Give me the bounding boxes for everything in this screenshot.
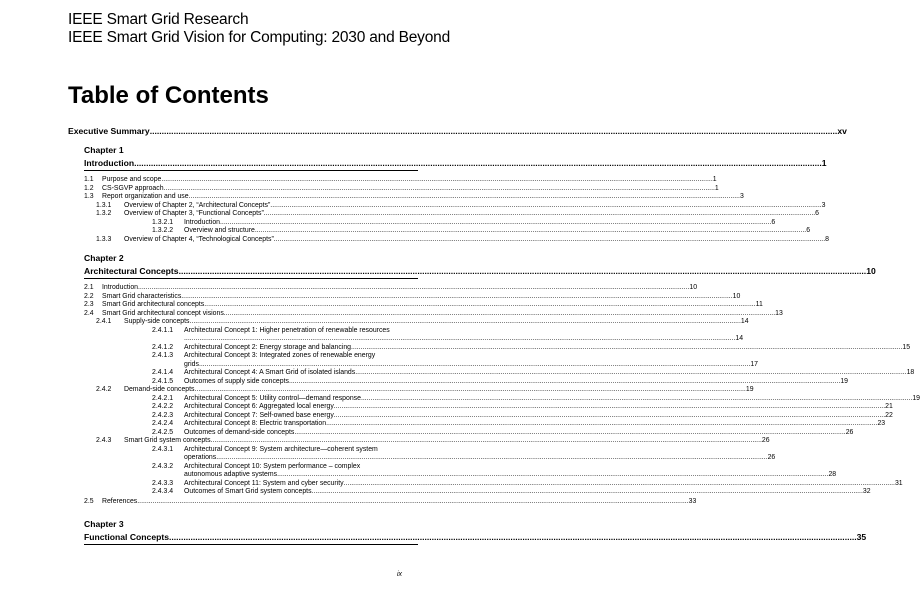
page-number: ix bbox=[397, 571, 403, 578]
chapter-label: Chapter 3 bbox=[84, 519, 124, 529]
dot-leader bbox=[161, 176, 712, 185]
toc-entry[interactable]: 1.3.2.2 Overview and structure ..... 6 bbox=[84, 227, 418, 236]
toc-entry[interactable]: 2.4 Smart Grid architectural concept visions ..... 13 bbox=[84, 310, 418, 319]
toc-entry[interactable]: 2.4.3.2 Architectural Concept 10: System performance – complex autonomous adaptive systems ..... 28 bbox=[84, 463, 418, 480]
chapter-2-block bbox=[84, 253, 920, 506]
dot-leader bbox=[312, 488, 863, 497]
toc-entry-chapter-1[interactable] bbox=[84, 158, 827, 169]
dot-leader bbox=[274, 236, 825, 245]
toc-entry[interactable]: 1.3.3 Overview of Chapter 4, “Technological Concepts” ..... 8 bbox=[84, 236, 418, 245]
toc-entry[interactable]: 2.4.3.1 Architectural Concept 9: System architecture—coherent system operations ..... 26 bbox=[84, 446, 418, 463]
toc-entry[interactable]: 2.4.1.5 Outcomes of supply side concepts ..... 19 bbox=[84, 378, 418, 387]
dot-leader bbox=[334, 412, 885, 421]
toc-entry[interactable]: 2.4.3 Smart Grid system concepts ..... 26 bbox=[84, 437, 418, 446]
toc-entry-executive-summary[interactable] bbox=[68, 126, 847, 137]
toc-entry-label: Architectural Concepts bbox=[84, 266, 179, 276]
chapter-3-block bbox=[84, 519, 867, 545]
dot-leader bbox=[199, 361, 750, 370]
toc-entry[interactable]: 2.4.1 Supply-side concepts ..... 14 bbox=[84, 318, 418, 327]
header-line-2: IEEE Smart Grid Vision for Computing: 2030 and Beyond bbox=[68, 29, 450, 46]
toc-entry[interactable]: 2.4.1.3 Architectural Concept 3: Integrated zones of renewable energy grids ..... 17 bbox=[84, 352, 418, 369]
toc-entry[interactable]: 2.2 Smart Grid characteristics ..... 10 bbox=[84, 293, 418, 302]
toc-entry[interactable]: 2.3 Smart Grid architectural concepts ..... 11 bbox=[84, 301, 418, 310]
dot-leader bbox=[351, 344, 902, 353]
dot-leader bbox=[184, 335, 735, 344]
dot-leader bbox=[194, 386, 745, 395]
dot-leader bbox=[334, 403, 885, 412]
divider bbox=[84, 544, 418, 545]
dot-leader bbox=[220, 219, 771, 228]
toc-entry[interactable]: 2.4.1.4 Architectural Concept 4: A Smart Grid of isolated islands ..... 18 bbox=[84, 369, 418, 378]
toc-entry-chapter-2[interactable] bbox=[84, 266, 876, 277]
dot-leader bbox=[179, 266, 867, 277]
toc-entry[interactable]: 1.1 Purpose and scope ..... 1 bbox=[84, 176, 418, 185]
dot-leader bbox=[344, 480, 895, 489]
toc-entry-label: Introduction bbox=[84, 158, 135, 168]
chapter-label: Chapter 1 bbox=[84, 145, 124, 155]
toc-entry-page: 35 bbox=[856, 532, 867, 542]
dot-leader bbox=[326, 420, 877, 429]
toc-entry[interactable]: 2.4.3.4 Outcomes of Smart Grid system concepts ..... 32 bbox=[84, 488, 418, 497]
toc-entry[interactable]: 1.3 Report organization and use ..... 3 bbox=[84, 193, 418, 202]
toc-entry-page: xv bbox=[837, 126, 847, 136]
dot-leader bbox=[277, 471, 828, 480]
toc-entry[interactable]: 2.4.2.5 Outcomes of demand-side concepts ..... 26 bbox=[84, 429, 418, 438]
header-line-1: IEEE Smart Grid Research bbox=[68, 11, 249, 28]
toc-entry[interactable]: 1.3.2.1 Introduction ..... 6 bbox=[84, 219, 418, 228]
chapter-1-block bbox=[84, 145, 829, 244]
toc-entry[interactable]: 1.3.1 Overview of Chapter 2, “Architectural Concepts” ..... 3 bbox=[84, 202, 418, 211]
toc-entry[interactable]: 1.3.2 Overview of Chapter 3, “Functional Concepts” ..... 6 bbox=[84, 210, 418, 219]
toc-entry[interactable]: 2.4.2.3 Architectural Concept 7: Self-owned base energy ..... 22 bbox=[84, 412, 418, 421]
dot-leader bbox=[204, 301, 755, 310]
dot-leader bbox=[255, 227, 806, 236]
toc-entry[interactable]: 2.4.1.1 Architectural Concept 1: Higher penetration of renewable resources ..... 14 bbox=[84, 327, 418, 344]
chapter-label: Chapter 2 bbox=[84, 253, 124, 263]
dot-leader bbox=[189, 193, 740, 202]
toc-entry[interactable]: 2.4.2.1 Architectural Concept 5: Utility control—demand response ..... 19 bbox=[84, 395, 418, 404]
dot-leader bbox=[137, 498, 688, 507]
toc-entry[interactable]: 2.5 References ..... 33 bbox=[84, 498, 418, 507]
dot-leader bbox=[264, 210, 815, 219]
toc-entry[interactable]: 1.2 CS-SGVP approach ..... 1 bbox=[84, 185, 418, 194]
dot-leader bbox=[150, 126, 838, 137]
toc-entry[interactable]: 2.4.1.2 Architectural Concept 2: Energy storage and balancing ..... 15 bbox=[84, 344, 418, 353]
dot-leader bbox=[270, 202, 821, 211]
dot-leader bbox=[134, 158, 822, 169]
dot-leader bbox=[211, 437, 762, 446]
toc-entry-page: 1 bbox=[821, 158, 827, 168]
dot-leader bbox=[289, 378, 840, 387]
page-title: Table of Contents bbox=[68, 82, 269, 109]
toc-entry[interactable]: 2.4.2.4 Architectural Concept 8: Electric transportation ..... 23 bbox=[84, 420, 418, 429]
dot-leader bbox=[361, 395, 912, 404]
dot-leader bbox=[181, 293, 732, 302]
toc-entry-label: Functional Concepts bbox=[84, 532, 169, 542]
dot-leader bbox=[138, 284, 689, 293]
dot-leader bbox=[355, 369, 906, 378]
dot-leader bbox=[216, 454, 767, 463]
dot-leader bbox=[294, 429, 845, 438]
toc-entry[interactable]: 2.4.3.3 Architectural Concept 11: System and cyber security ..... 31 bbox=[84, 480, 418, 489]
dot-leader bbox=[169, 532, 857, 543]
running-header bbox=[68, 11, 463, 47]
toc-entry[interactable]: 2.4.2 Demand-side concepts ..... 19 bbox=[84, 386, 418, 395]
toc-entry-chapter-3[interactable] bbox=[84, 532, 867, 543]
dot-leader bbox=[164, 185, 715, 194]
dot-leader bbox=[224, 310, 775, 319]
toc-entry-page: 10 bbox=[866, 266, 876, 276]
toc-entry[interactable]: 2.1 Introduction ..... 10 bbox=[84, 284, 418, 293]
dot-leader bbox=[190, 318, 741, 327]
toc-entry[interactable]: 2.4.2.2 Architectural Concept 6: Aggregated local energy ..... 21 bbox=[84, 403, 418, 412]
toc-entry-label: Executive Summary bbox=[68, 126, 150, 136]
